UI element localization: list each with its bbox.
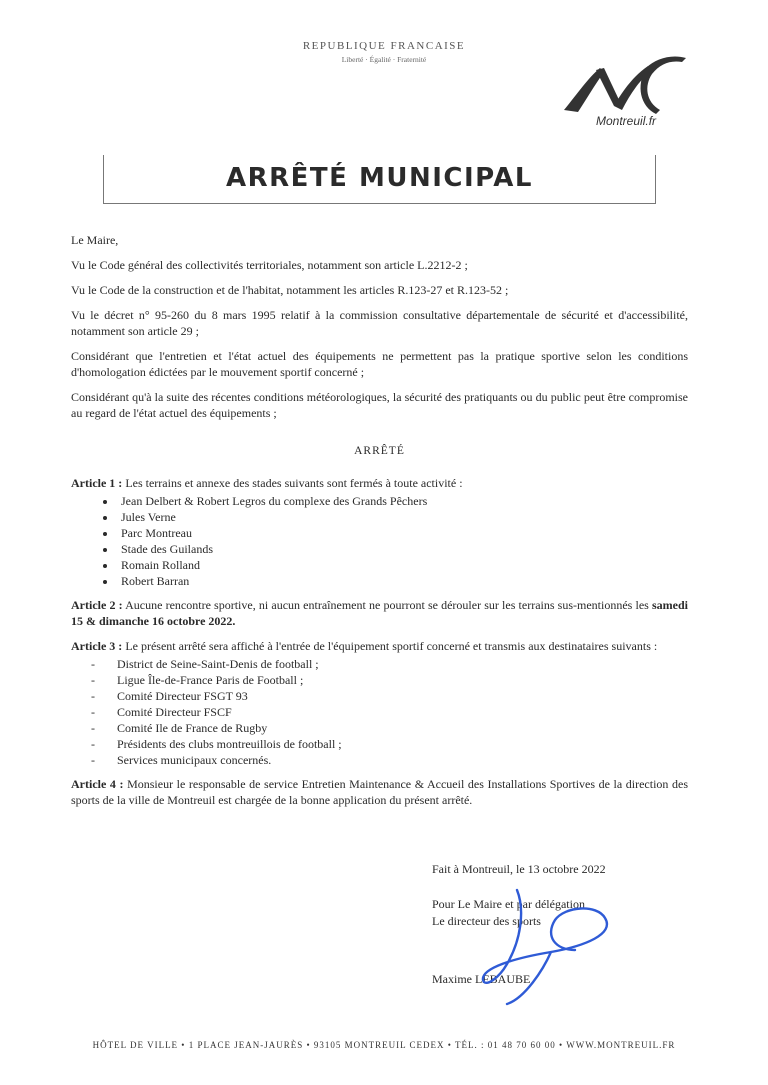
list-item: - Ligue Île-de-France Paris de Football ; (71, 672, 688, 688)
list-item: • Romain Rolland (117, 557, 688, 573)
document-body (71, 232, 688, 817)
preamble-considerant-2: Considérant qu'à la suite des récentes conditions météorologiques, la sécurité des pratiquants ou du public peut être compromise au regard de l'état actuel des équipements ; (71, 390, 688, 420)
logo-text: Montreuil.fr (596, 114, 657, 128)
article-1 (71, 475, 688, 491)
arrete-heading: ARRÊTÉ (354, 445, 405, 457)
republic-motto: Liberté · Égalité · Fraternité (341, 55, 427, 64)
article-3-label: Article 3 : (71, 639, 123, 653)
preamble-considerant-1: Considérant que l'entretien et l'état actuel des équipements ne permettent pas la pratique sportive selon les conditions d'homologation édictées par le mouvement sportif concerné ; (71, 349, 688, 379)
article-2-dates: samedi 15 & dimanche 16 octobre 2022. (71, 598, 688, 628)
article-4-label: Article 4 : (71, 777, 124, 791)
preamble-maire: Le Maire, (71, 233, 119, 247)
signatory-name: Maxime LEBAUBE (432, 972, 531, 986)
list-item: - Comité Ile de France de Rugby (71, 720, 688, 736)
article-4-text: Monsieur le responsable de service Entretien Maintenance & Accueil des Installations Sportives de la direction des sports de la ville de Montreuil est chargée de la bonne application du présent arrêté. (71, 777, 688, 807)
list-item: • Jean Delbert & Robert Legros du complexe des Grands Pêchers (117, 493, 688, 509)
list-item: • Jules Verne (117, 509, 688, 525)
list-item: - District de Seine-Saint-Denis de football ; (71, 656, 688, 672)
footer-address: HÔTEL DE VILLE • 1 PLACE JEAN-JAURÈS • 93105 MONTREUIL CEDEX • TÉL. : 01 48 70 60 00 • WWW.MONTREUIL.FR (92, 1040, 676, 1050)
signature-line-2: Le directeur des sports (432, 914, 541, 928)
list-item: • Stade des Guilands (117, 541, 688, 557)
article-1-list (71, 493, 688, 589)
preamble-cgct: Vu le Code général des collectivités territoriales, notamment son article L.2212-2 ; (71, 258, 468, 272)
article-2-text: Aucune rencontre sportive, ni aucun entraînement ne pourront se dérouler sur les terrains sus-mentionnés les (122, 598, 652, 612)
signature-line-1: Pour Le Maire et par délégation (432, 897, 585, 911)
preamble-cch: Vu le Code de la construction et de l'habitat, notamment les articles R.123-27 et R.123-52 ; (71, 283, 509, 297)
article-4 (71, 776, 688, 808)
place-date: Fait à Montreuil, le 13 octobre 2022 (432, 862, 606, 876)
preamble-decret: Vu le décret n° 95-260 du 8 mars 1995 relatif à la commission consultative départementale de sécurité et d'accessibilité, notamment son article 29 ; (71, 308, 688, 338)
article-2-label: Article 2 : (71, 598, 123, 612)
list-item: • Parc Montreau (117, 525, 688, 541)
list-item: - Comité Directeur FSCF (71, 704, 688, 720)
republic-title: REPUBLIQUE FRANCAISE (302, 40, 466, 52)
article-3-list (71, 656, 688, 768)
list-item: - Comité Directeur FSGT 93 (71, 688, 688, 704)
article-2 (71, 597, 688, 629)
handwritten-signature-icon (455, 880, 635, 1010)
article-1-text: Les terrains et annexe des stades suivants sont fermés à toute activité : (122, 476, 463, 490)
list-item: • Robert Barran (117, 573, 688, 589)
article-3-text: Le présent arrêté sera affiché à l'entrée de l'équipement sportif concerné et transmis aux destinataires suivants : (122, 639, 658, 653)
article-3 (71, 638, 688, 654)
document-title: ARRÊTÉ MUNICIPAL (225, 163, 533, 193)
list-item: - Présidents des clubs montreuillois de football ; (71, 736, 688, 752)
article-1-label: Article 1 : (71, 476, 123, 490)
list-item: - Services municipaux concernés. (71, 752, 688, 768)
title-box (103, 155, 656, 204)
